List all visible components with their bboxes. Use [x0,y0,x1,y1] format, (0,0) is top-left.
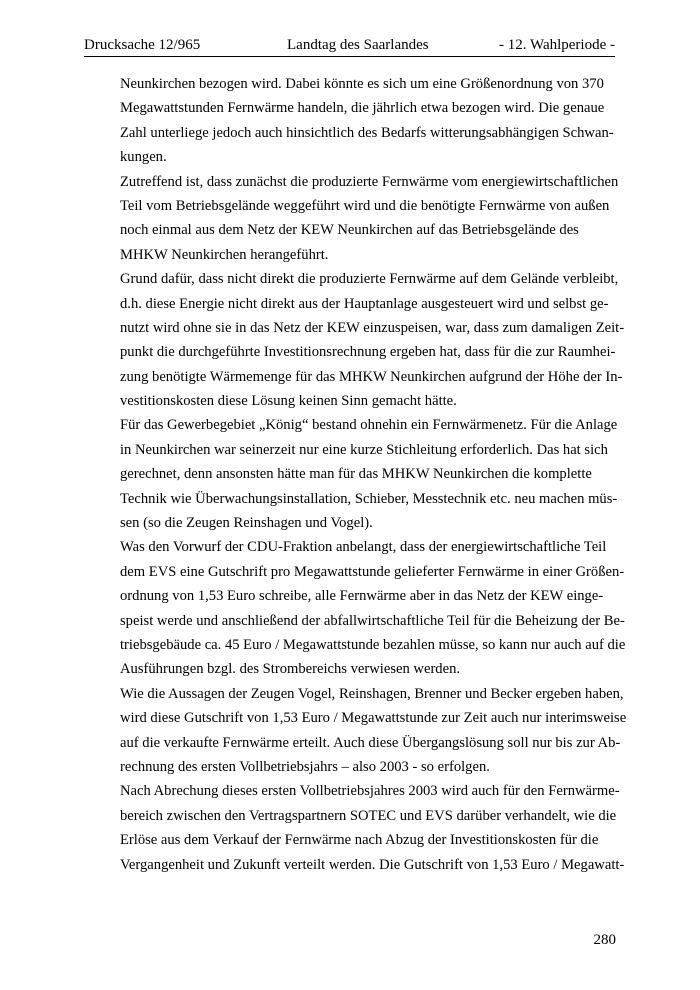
text-line: bereich zwischen den Vertragspartnern SOTEC und EVS darüber verhandelt, wie die [120,807,617,824]
text-line: Neunkirchen bezogen wird. Dabei könnte es sich um eine Größenordnung von 370 [120,76,604,92]
text-line: Teil vom Betriebsgelände weggeführt wird und die benötigte Fernwärme von außen [120,197,610,214]
page-header [84,36,615,58]
text-line: Ausführungen bzgl. des Strombereichs verwiesen werden. [120,661,461,678]
text-line: in Neunkirchen war seinerzeit nur eine kurze Stichleitung erforderlich. Das hat sich [120,441,608,458]
text-line: zung benötigte Wärmemenge für das MHKW Neunkirchen aufgrund der Höhe der In- [120,368,623,385]
text-line: Nach Abrechung dieses ersten Vollbetriebsjahres 2003 wird auch für den Fernwärme- [120,783,620,800]
text-line: Für das Gewerbegebiet „König“ bestand ohnehin ein Fernwärmenetz. Für die Anlage [120,417,618,434]
header-legislative-period: - 12. Wahlperiode - [499,37,615,53]
text-line: gerechnet, denn ansonsten hätte man für das MHKW Neunkirchen die komplette [120,466,592,483]
page-number: 280 [593,932,616,948]
body-text [120,72,627,877]
text-line: speist werde und anschließend der abfallwirtschaftliche Teil für die Beheizung der Be- [120,612,625,629]
text-line: ordnung von 1,53 Euro schreibe, alle Fernwärme aber in das Netz der KEW einge- [120,588,604,605]
text-line: Technik wie Überwachungsinstallation, Schieber, Messtechnik etc. neu machen müs- [120,490,618,507]
text-line: Grund dafür, dass nicht direkt die produzierte Fernwärme auf dem Gelände verbleibt, [120,271,619,288]
text-line: noch einmal aus dem Netz der KEW Neunkirchen auf das Betriebsgelände des [120,222,579,239]
text-line: MHKW Neunkirchen herangeführt. [120,246,329,263]
text-line: Was den Vorwurf der CDU-Fraktion anbelangt, dass der energiewirtschaftliche Teil [120,539,607,556]
text-line: vestitionskosten diese Lösung keinen Sinn gemacht hätte. [120,393,457,410]
text-line: auf die verkaufte Fernwärme erteilt. Auch diese Übergangslösung soll nur bis zur Ab- [120,734,621,751]
text-line: punkt die durchgeführte Investitionsrechnung ergeben hat, dass für die zur Raumhei- [120,344,616,361]
text-line: Zahl unterliege jedoch auch hinsichtlich des Bedarfs witterungsabhängigen Schwan- [120,124,614,141]
text-line: Erlöse aus dem Verkauf der Fernwärme nach Abzug der Investitionskosten für die [120,832,599,849]
text-line: Wie die Aussagen der Zeugen Vogel, Reinshagen, Brenner und Becker ergeben haben, [120,685,624,702]
text-line: wird diese Gutschrift von 1,53 Euro / Megawattstunde zur Zeit auch nur interimsweise [120,710,627,727]
text-line: Megawattstunden Fernwärme handeln, die jährlich etwa bezogen wird. Die genaue [120,100,605,117]
text-line: sen (so die Zeugen Reinshagen und Vogel). [120,515,373,532]
text-line: Vergangenheit und Zukunft verteilt werden. Die Gutschrift von 1,53 Euro / Megawatt- [120,856,625,873]
text-line: dem EVS eine Gutschrift pro Megawattstunde gelieferter Fernwärme in einer Größen- [120,563,625,580]
header-document-number: Drucksache 12/965 [84,37,201,53]
text-line: nutzt wird ohne sie in das Netz der KEW einzuspeisen, war, dass zum damaligen Zeit- [120,319,625,336]
header-rule [84,56,615,57]
header-parliament: Landtag des Saarlandes [287,37,429,53]
text-line: triebsgebäude ca. 45 Euro / Megawattstunde bezahlen müsse, so kann nur auch auf die [120,636,626,653]
text-line: d.h. diese Energie nicht direkt aus der Hauptanlage ausgesteuert wird und selbst ge- [120,295,609,312]
text-line: rechnung des ersten Vollbetriebsjahrs – also 2003 - so erfolgen. [120,758,490,775]
text-line: kungen. [120,149,167,166]
text-line: Zutreffend ist, dass zunächst die produzierte Fernwärme vom energiewirtschaftlichen [120,173,619,190]
